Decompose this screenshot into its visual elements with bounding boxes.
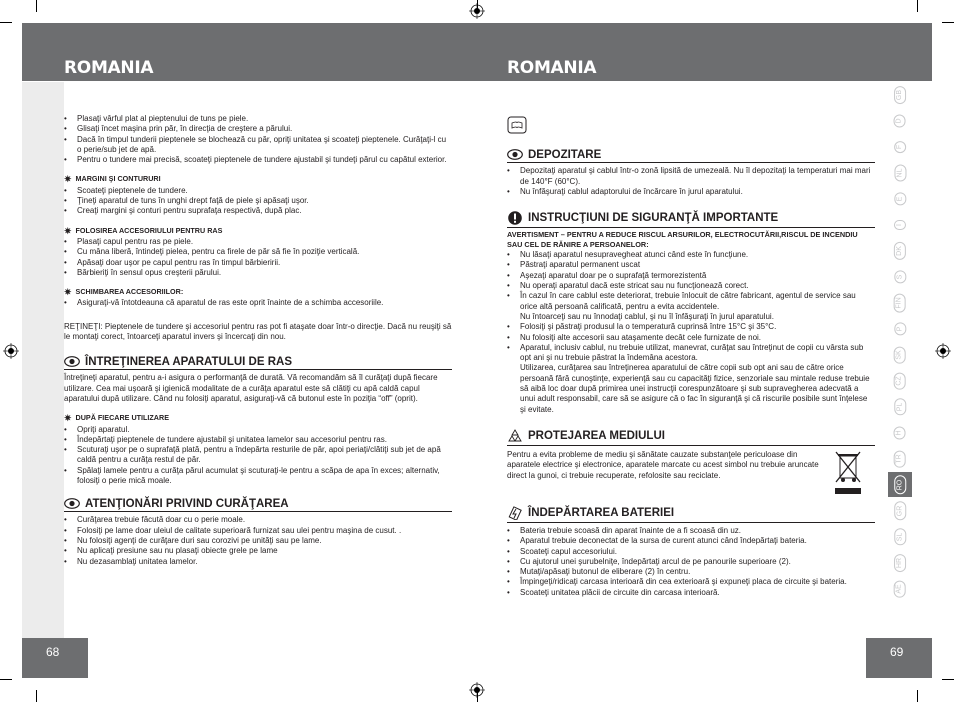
eye-icon [64,498,80,509]
language-tab-fin[interactable]: FIN [888,290,912,315]
language-tab-ae[interactable]: AE [888,576,912,601]
registration-mark-bottom [469,682,485,698]
list-item: • Curăţarea trebuie făcută doar cu o perie moale. [64,515,452,525]
environment-heading: PROTEJAREA MEDIULUI [507,429,875,446]
registration-mark-right [935,343,951,359]
registration-mark-left [3,343,19,359]
star-icon: ✷ [64,174,72,185]
list-item: • Plasaţi capul pentru ras pe piele. [64,237,452,247]
environment-row [507,450,875,496]
change-subheading: ✷ SCHIMBAREA ACCESORIILOR: [64,287,184,298]
list-item: • Scoateţi unitatea plăcii de circuite din carcasa interioară. [507,588,875,598]
margins-list [64,186,452,217]
language-tab-pl[interactable]: PL [888,394,912,419]
weee-bin-icon [835,450,861,496]
list-item: • Pentru o tundere mai precisă, scoateţi pieptenele de tundere ajustabil şi tundeţi părul cu capătul exterior. [64,155,452,165]
language-tab-p[interactable]: P [888,316,912,341]
language-tab-d[interactable]: D [888,108,912,133]
eye-icon [64,356,80,367]
list-item: • Spălaţi lamele pentru a curăţa părul acumulat şi scuturaţi-le pentru a scăpa de apa în exces; alternativ, folosiţi o perie mică moale. [64,466,452,487]
language-tab-h[interactable]: H [888,420,912,445]
list-item: • Nu folosiţi agenţi de curăţare duri sau corozivi pe unităţi sau pe lame. [64,536,452,546]
list-item: • Cu ajutorul unei şurubelniţe, îndepărtaţi arcul de pe panourile superioare (2). [507,557,875,567]
maintenance-paragraph: Întreţineţi aparatul, pentru a-i asigura o performanţă de durată. Vă recomandăm să îl curăţaţi după fiecare utilizare. Cea mai uşoară şi igienică modalitate de a curăţa aparatul este să clătiţi cu apă caldă capul aparatului după utilizare. Când nu folosiţi aparatul, asiguraţi-vă că butonul este în poziţia “off” (oprit). [64,373,438,403]
list-item: • Aşezaţi aparatul doar pe o suprafaţă termorezistentă [507,271,875,281]
star-icon: ✷ [64,287,72,298]
list-item: • Bateria trebuie scoasă din aparat înainte de a fi scoasă din uz. [507,526,875,536]
list-item: • Scoateţi capul accesoriului. [507,547,875,557]
list-item: • Folosiţi pe lame doar uleiul de calitate superioară furnizat sau ulei pentru maşina de cusut. . [64,526,452,536]
cleaning-warnings-list [64,515,452,566]
right-header-bar [477,23,932,81]
storage-list [507,166,875,197]
left-page-number: 68 [22,638,88,678]
environment-paragraph: Pentru a evita probleme de mediu şi sănătate cauzate substanţele periculoase din aparatele electrice şi electronice, aparatele marcate cu acest simbol nu trebuie aruncate direct la gunoi, ci trebuie recuperate, refolosite sau reciclate. [507,449,819,480]
note-paragraph: REŢINEŢI: Pieptenele de tundere şi accesoriul pentru ras pot fi ataşate doar într-o direcţie. Dacă nu reuşiţi să le montaţi corect, întoarceţi aparatul invers şi încercaţi din nou. [64,321,452,342]
list-item: • Ţineţi aparatul de tuns în unghi drept faţă de piele şi apăsaţi uşor. [64,196,452,206]
right-page-number: 69 [866,638,932,678]
star-icon: ✷ [64,413,72,424]
language-tab-tr[interactable]: TR [888,446,912,471]
list-item: • Creaţi margini şi conturi pentru suprafaţa respectivă, după plac. [64,206,452,216]
list-item: • Aparatul trebuie deconectat de la sursa de curent atunci când îndepărtaţi bateria. [507,536,875,546]
list-item: • Împingeţi/ridicaţi carcasa interioară din cea exterioară şi expuneţi placa de circuite şi bateria. [507,577,875,587]
accessory-subheading: ✷ FOLOSIREA ACCESORIULUI PENTRU RAS [64,225,223,236]
accessory-list [64,237,452,278]
language-tab-e[interactable]: E [888,186,912,211]
left-header-bar [22,23,477,81]
list-item: • Nu folosiţi alte accesorii sau ataşamente decât cele furnizate de noi. [507,333,875,343]
list-item: • Mutaţi/apăsaţi butonul de eliberare (2) în centru. [507,567,875,577]
list-item: • Opriţi aparatul. [64,425,452,435]
warning-icon [507,211,523,225]
list-item: • Dacă în timpul tunderii pieptenele se blochează cu păr, opriţi unitatea şi scoateţi pieptenele. Curăţaţi-l cu o perie/sub jet de apă. [64,135,452,156]
list-item: • În cazul în care cablul este deteriorat, trebuie înlocuit de către fabricant, agentul de service sau orice altă persoană calificată, pentru a evita accidentele. Nu întoarceţi sau nu înnodaţi cablul, şi nu îl înfăşuraţi în jurul aparatului. [507,291,875,322]
language-tab-s[interactable]: S [888,264,912,289]
language-tab-sl[interactable]: SL [888,524,912,549]
safety-heading: INSTRUCŢIUNI DE SIGURANŢĂ IMPORTANTE [507,211,875,228]
list-item: • Asiguraţi-vă întotdeauna că aparatul de ras este oprit înainte de a schimba accesoriile. [64,298,452,308]
recycle-icon [507,429,523,443]
list-item: • Glisaţi încet maşina prin păr, în direcţia de creştere a părului. [64,124,452,134]
maintenance-heading: ÎNTREŢINEREA APARATULUI DE RAS [64,356,452,370]
list-item: • Nu operaţi aparatul dacă este stricat sau nu funcţionează corect. [507,281,875,291]
battery-icon [507,506,523,520]
right-column [507,116,875,598]
margins-subheading: ✷ MARGINI ŞI CONTURURI [64,174,161,185]
left-page-title: ROMANIA [64,58,154,78]
list-item: • Folosiţi şi păstraţi produsul la o temperatură cuprinsă între 15°C şi 35°C. [507,322,875,332]
list-item: • Aparatul, inclusiv cablul, nu trebuie utilizat, manevrat, curăţat sau întreţinut de copii cu vârsta sub opt ani şi nu trebuie păstrat la îndemâna acestora. Utilizarea, curăţarea sau întreţinerea aparatului de către copii sub opt ani sau de către orice persoană fără cunoştinţe, experienţă sau cu capacităţi fizice, senzoriale sau mintale reduse trebuie să aibă loc doar după primirea unei instrucţii corespunzătoare şi sub supravegherea adecvată a unui adult responsabil, care să se asigure că o fac în siguranţă şi că riscurile posibile sunt înţelese şi evitate. [507,343,875,415]
after-use-list [64,425,452,487]
language-tab-hr[interactable]: HR [888,550,912,575]
language-tab-gr[interactable]: GR [888,498,912,523]
storage-heading: DEPOZITARE [507,149,875,163]
left-column [64,114,452,567]
left-margin-strip [22,82,64,674]
safety-list [507,250,875,415]
list-item: • Apăsaţi doar uşor pe capul pentru ras în timpul bărbieririi. [64,258,452,268]
list-item: • Nu aplicaţi presiune sau nu plasaţi obiecte grele pe lame [64,546,452,556]
read-manual-icon [507,116,527,134]
list-item: • Nu dezasamblaţi unitatea lamelor. [64,557,452,567]
language-tab-cz[interactable]: CZ [888,368,912,393]
list-item: • Păstraţi aparatul permanent uscat [507,260,875,270]
language-tab-nl[interactable]: NL [888,160,912,185]
language-tab-i[interactable]: I [888,212,912,237]
list-item: • Nu lăsaţi aparatul nesupravegheat atunci când este în funcţiune. [507,250,875,260]
language-tab-f[interactable]: F [888,134,912,159]
safety-warning-text: AVERTISMENT – PENTRU A REDUCE RISCUL ARSURILOR, ELECTROCUTĂRII,RISCUL DE INCENDIU SAU CEL DE RĂNIRE A PERSOANELOR: [507,230,858,250]
change-list [64,298,452,308]
language-tab-ro[interactable]: RO [888,472,912,497]
cleaning-warnings-heading: ATENŢIONĂRI PRIVIND CURĂŢAREA [64,498,452,512]
list-item: • Scoateţi pieptenele de tundere. [64,186,452,196]
intro-list [64,114,452,165]
list-item: • Bărbieriţi în sensul opus creşterii părului. [64,268,452,278]
list-item: • Plasaţi vârful plat al pieptenului de tuns pe piele. [64,114,452,124]
language-tab-gb[interactable]: GB [888,82,912,107]
battery-heading: ÎNDEPĂRTAREA BATERIEI [507,506,875,523]
list-item: • Cu mâna liberă, întindeţi pielea, pentru ca firele de păr să fie în poziţie verticală. [64,247,452,257]
language-tab-sk[interactable]: SK [888,342,912,367]
list-item: • Nu înfăşuraţi cablul adaptorului de încărcare în jurul aparatului. [507,187,875,197]
list-item: • Depozitaţi aparatul şi cablul într-o zonă lipsită de umezeală. Nu îl depozitaţi la temperaturi mai mari de 140°F (60°C). [507,166,875,187]
language-tabs [888,82,912,606]
list-item: • Scuturaţi uşor pe o suprafaţă plată, pentru a îndepărta resturile de păr, apoi periaţi/clătiţi sub jet de apă caldă pentru a curăţa restul de păr. [64,445,452,466]
language-tab-dk[interactable]: DK [888,238,912,263]
eye-icon [507,149,523,160]
battery-list [507,526,875,598]
list-item: • Îndepărtaţi pieptenele de tundere ajustabil şi unitatea lamelor sau accesoriul pentru ras. [64,435,452,445]
after-use-subheading: ✷ DUPĂ FIECARE UTILIZARE [64,413,169,424]
registration-mark-top [469,3,485,19]
right-page-title: ROMANIA [507,58,597,78]
star-icon: ✷ [64,225,72,236]
